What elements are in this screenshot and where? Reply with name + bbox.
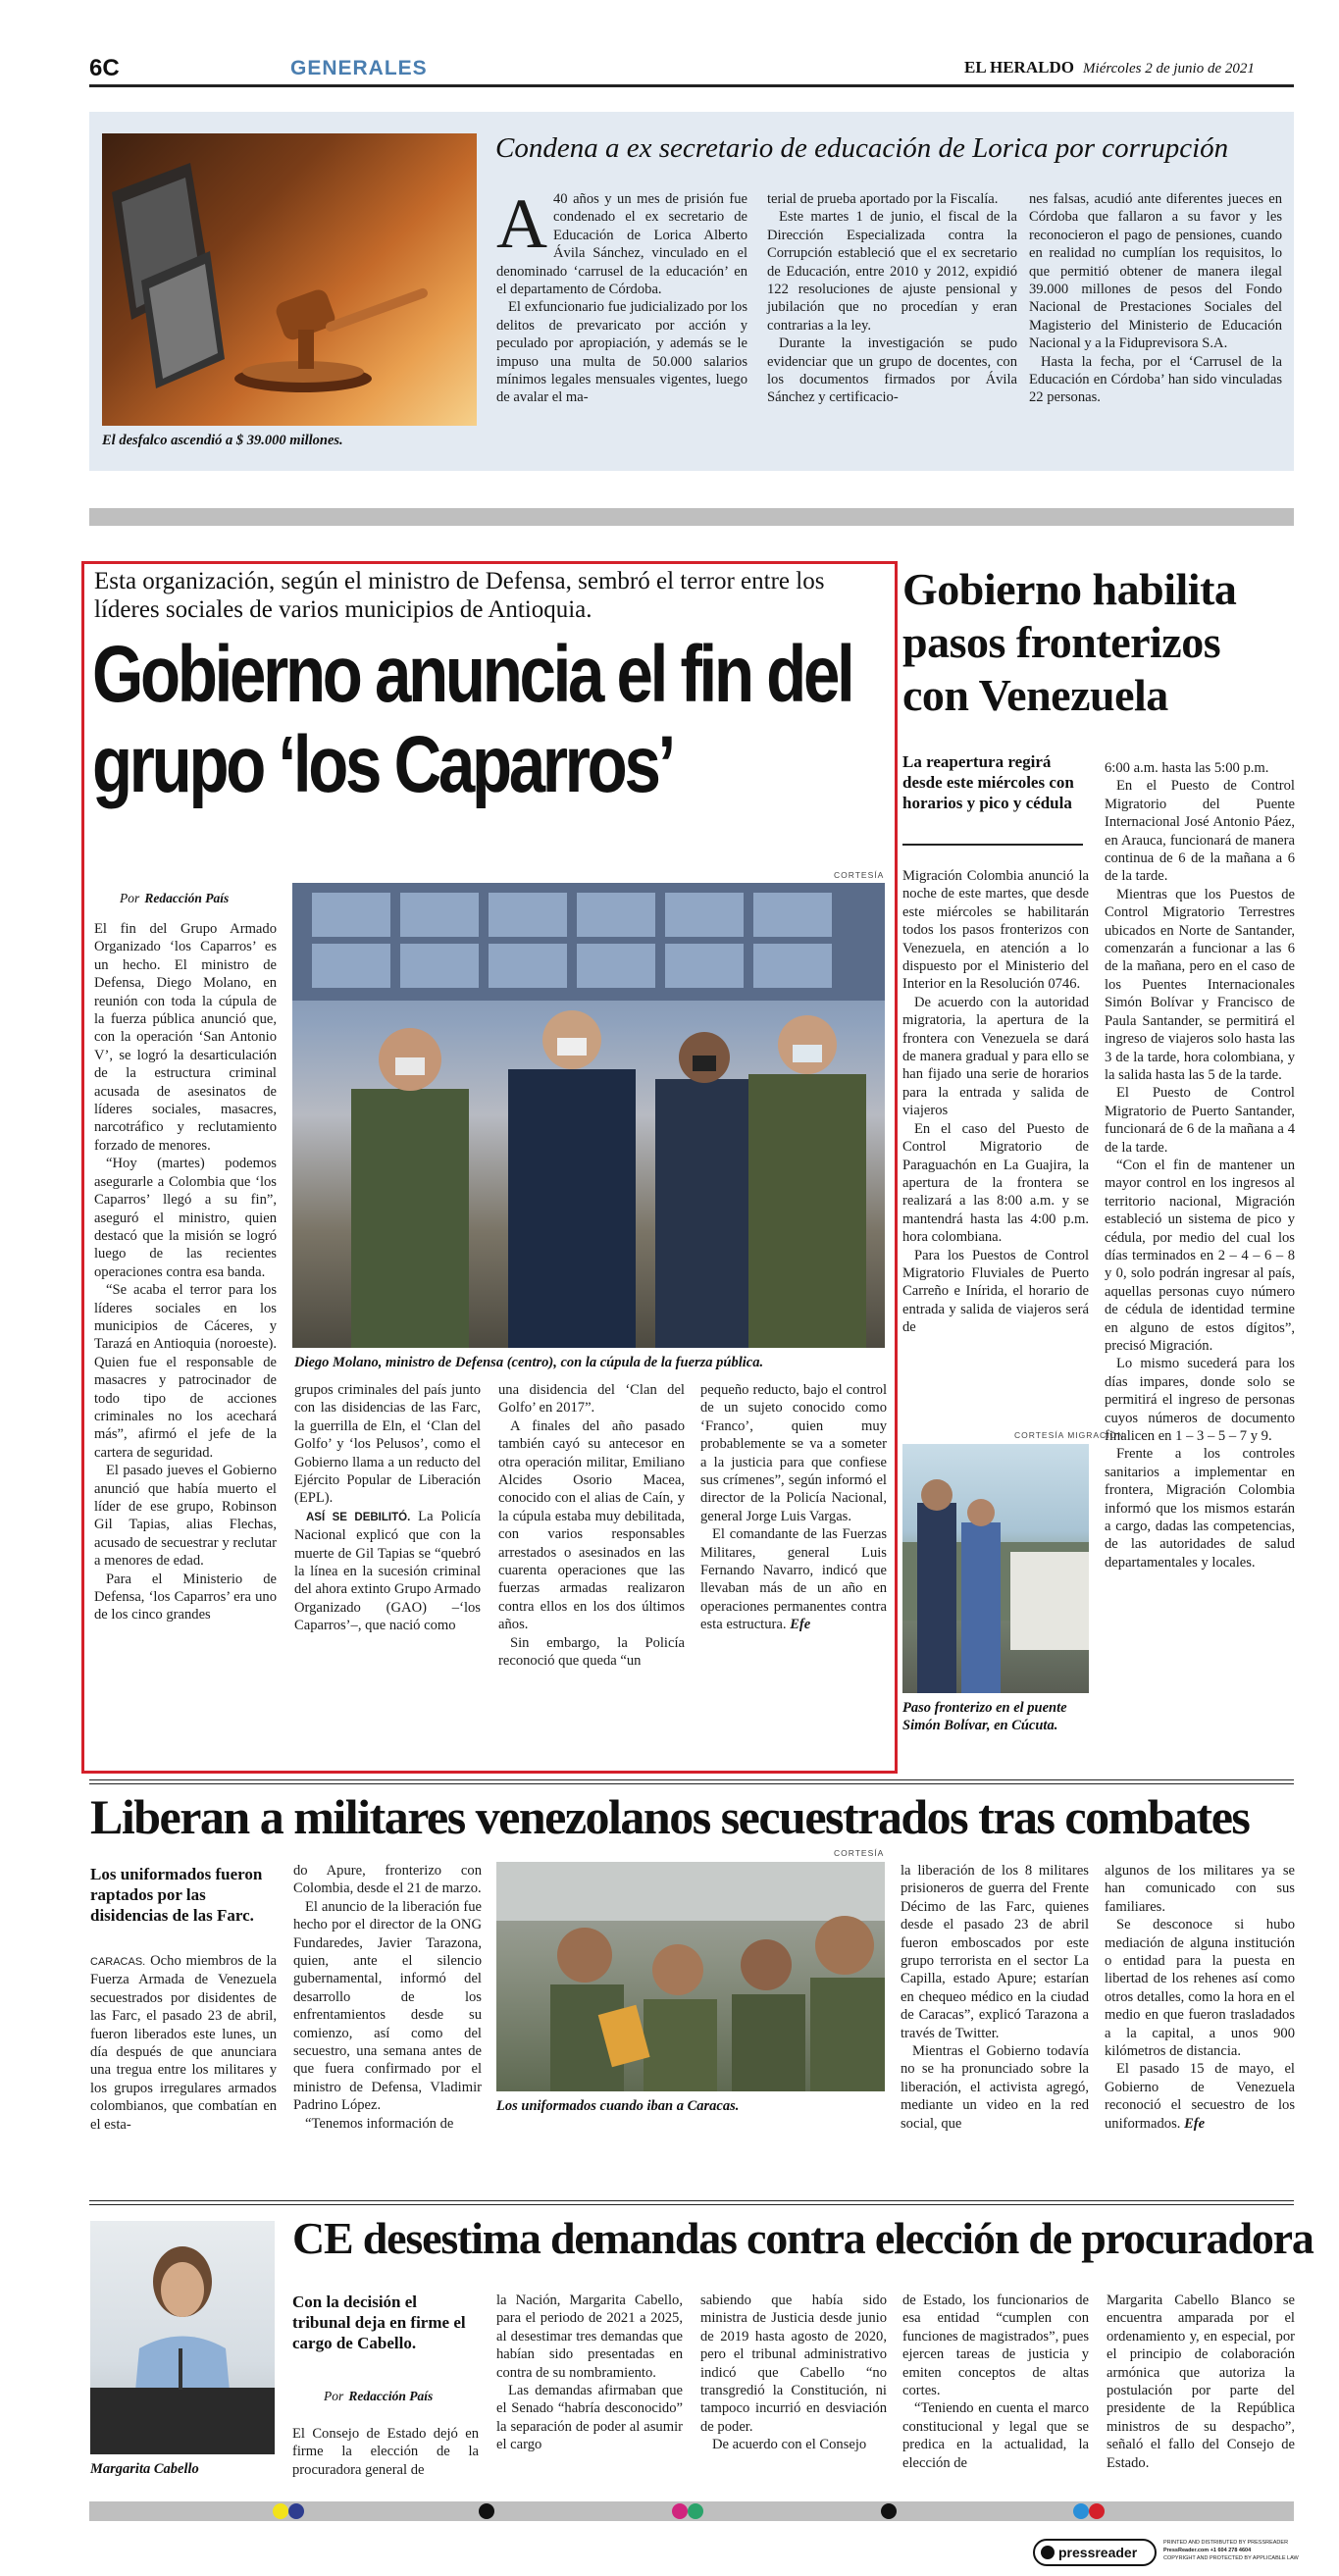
story3-b-p2: En el Puesto de Control Migratorio del Puente Internacional José Antonio Páez, en Arauca, funcionará de manera continua de 6 de la mañana a 6 de la tarde. [1105,778,1295,885]
story2-left-p3: “Se acaba el terror para los líderes sociales en los municipios de Cáceres, y Tarazá en Antioquia (noroeste). Quien fue el responsable de masacres y patrocinador de todo tipo de acciones criminales no los acechará más”, afirmó el jefe de la cartera de seguridad. [94,1282,277,1461]
minister-photo [292,883,885,1348]
story1-title: Condena a ex secretario de educación de Lorica por corrupción [495,132,1229,164]
divider-1b [89,1783,1294,1784]
story4-col3-p1: la liberación de los 8 militares prisioneros de guerra del Frente Décimo de las Farc, quienes desde el pasado 23 de abril fueron emboscados por este grupo terrorista en el sector La Capilla, estado Apure; estarían en chequeo médico en la ciudad de Caracas”, explicó Tarazona a través de Twitter. [901,1863,1089,2041]
issue-date: Miércoles 2 de junio de 2021 [1083,61,1255,77]
reg-mark-blue [288,2503,304,2519]
gavel-photo [102,133,477,426]
story2-left-p2: “Hoy (martes) podemos asegurarle a Colombia que ‘los Caparros’ llegó a su fin”, aseguró el ministro, quien destacó que la misión se logró luego de las recientes operaciones contra esa banda. [94,1156,277,1280]
story3-b-p7: Frente a los controles sanitarios a implementar en frontera, Migración Colombia informó que los mismos estarán a cargo, dadas las competencias, de las autoridades de salud departamentales y locales. [1105,1446,1295,1571]
byline-by: Por [120,891,140,905]
story4-title: Liberan a militares venezolanos secuestrados tras combates [90,1789,1250,1844]
story2-title: Gobierno anuncia el fin del grupo ‘los Caparros’ [92,630,852,809]
story2-left-p4: El pasado jueves el Gobierno anunció que había muerto el líder de ese grupo, Robinson Gil Tapias, alias Flechas, acusado de secuestrar y reclutar a menores de edad. [94,1463,277,1570]
story2-caption: Diego Molano, ministro de Defensa (centro), con la cúpula de la fuerza pública. [294,1355,764,1370]
story2-col2-p1: grupos criminales del país junto con las disidencias de las Farc, la guerrilla de Eln, el ‘Clan del Golfo’ y ‘los Pelusos’, como el Gobierno llama a un reducto del Ejército Popular de Liberación (EPL). [294,1382,481,1507]
story4-col3 [901,1862,1089,2133]
pressreader-logo[interactable] [1033,2539,1157,2566]
story5-title: CE desestima demandas contra elección de procuradora [292,2213,1313,2263]
reg-mark-black-1 [479,2503,494,2519]
story4-col4-p3: El pasado 15 de mayo, el Gobierno de Venezuela reconoció el secuestro de los uniformados. [1105,2061,1295,2132]
story2-col3-p1: una disidencia del ‘Clan del Golfo’ en 2017”. [498,1382,685,1417]
pressreader-notice [1163,2539,1301,2562]
copyright-notice: COPYRIGHT AND PROTECTED BY APPLICABLE LAW [1163,2555,1299,2561]
section-name: GENERALES [290,57,428,79]
page-number: 6C [89,55,120,81]
reg-mark-yellow [273,2503,288,2519]
story5-col1-p1: El Consejo de Estado dejó en firme la elección de la procuradora general de [292,2426,479,2478]
story3-caption: Paso fronterizo en el puente Simón Bolívar, en Cúcuta. [902,1700,1067,1733]
story3-a-p3: En el caso del Puesto de Control Migratorio de Paraguachón en La Guajira, la apertura de la frontera se realizará a las 8:00 a.m. y se mantendrá hasta las 4:00 p.m. hora colombiana. [902,1120,1089,1246]
story5-col4-p1: de Estado, los funcionarios de esa entidad “cumplen con funciones de magistrados”, pues ejercen tareas de justicia y emiten conceptos de altas cortes. [902,2293,1089,2399]
story2-col2-p2: La Policía Nacional explicó que con la muerte de Gil Tapias se “quebró la línea en la sucesión criminal del ahora extinto Grupo Armado Organizado (GAO) –‘los Caparros’–, que nació como [294,1508,481,1634]
story1-col1 [496,184,747,407]
story5-deck: Con la decisión el tribunal deja en firme el cargo de Cabello. [292,2293,466,2352]
story4-signature: Efe [1184,2115,1206,2132]
reg-mark-black-2 [881,2503,897,2519]
story3-b-p1: 6:00 a.m. hasta las 5:00 p.m. [1105,760,1269,776]
story4-col2 [293,1862,482,2133]
story3-deck-rule [902,844,1083,846]
pressreader-url[interactable]: PressReader.com +1 604 278 4604 [1163,2548,1252,2553]
story1-col1-p1: 40 años y un mes de prisión fue condenado el ex secretario de Educación de Lorica Alberto Ávila Sánchez, vinculado en el denominado ‘carrusel de la educación’ en el departamento de Córdoba. [496,191,747,298]
story4-deck: Los uniformados fueron raptados por las disidencias de las Farc. [90,1865,263,1925]
story5-col2-p2: Las demandas afirmaban que el Senado “habría desconocido” la separación de poder al asumir el cargo [496,2383,683,2453]
story1-caption: El desfalco ascendió a $ 39.000 millones. [102,433,343,448]
border-photo [902,1444,1089,1693]
story5-byline [324,2386,433,2404]
story3-b-p3: Mientras que los Puestos de Control Migratorio Terrestres ubicados en Norte de Santander, comenzarán a funcionar a las 6 de la mañana, pero en el caso de los Puentes Internacionales Simón Bolívar y Francisco de Paula Santander, se permitirá el ingreso de viajeros solo hasta las 3 de la tarde, hora colombiana, y la salida hasta las 5 de la tarde. [1105,886,1295,1083]
story5-col4-p2: “Teniendo en cuenta el marco constitucional y legal que se predica en la actualidad, la elección de [902,2400,1089,2471]
story1-col3-p2: Hasta la fecha, por el ‘Carrusel de la Educación en Córdoba’ han sido vinculadas 22 personas. [1029,353,1282,406]
soldiers-photo [496,1862,885,2091]
story3-title: Gobierno habilita pasos fronterizos con Venezuela [902,564,1237,720]
story5-col1 [292,2425,479,2479]
reg-mark-green [688,2503,703,2519]
story4-col2-p1: do Apure, fronterizo con Colombia, desde el 21 de marzo. [293,1863,482,1897]
story2-col2 [294,1381,481,1635]
story4-col2-p3: “Tenemos información de [305,2115,454,2132]
story4-col1 [90,1952,277,2134]
story5-col3-p1: sabiendo que había sido ministra de Justicia desde junio de 2019 hasta agosto de 2020, pero el tribunal administrativo indicó que Cabello “no transgredió la Constitución, ni tampoco incurrió en desviación de poder. [700,2293,887,2435]
story2-col3-p2: A finales del año pasado también cayó su antecesor en otra operación militar, Emiliano Alcides Osorio Macea, conocido con el alias de Caín, y la cúpula estaba muy debilitada, con varios responsables arrestados o asesinados en las cuarenta operaciones que las fuerzas armadas realizaron contra ellos en los dos últimos años. [498,1417,685,1633]
story4-col1-p1: Ocho miembros de la Fuerza Armada de Venezuela secuestrados por disidentes de las Farc, el pasado 23 de abril, fueron liberados este lunes, un día después de que anunciara una tregua entre los militares y los grupos irregulares armados colombianos, que combatían en el esta- [90,1953,277,2133]
story5-col3 [700,2292,887,2454]
story2-col4-p1: pequeño reducto, bajo el control de un sujeto conocido como ‘Franco’, quien muy probablemente se va a someter a la justicia para que confiese sus crímenes”, según informó el director de la Policía Nacional, general Jorge Luis Vargas. [700,1382,887,1524]
story3-b-p5: “Con el fin de mantener un mayor control en los ingresos al territorio nacional, Migración estableció un sistema de pico y cédula, por medio del cual los días terminados en 2 – 4 – 6 – 8 y 0, solo podrán ingresar al país, aquellas personas cuyo número de cédula de identidad termine en alguno de estos dígitos”, precisó Migración. [1105,1157,1295,1354]
story5-col2 [496,2292,683,2454]
pressreader-wordmark: pressreader [1058,2545,1138,2560]
masthead [964,58,1255,77]
grey-separator [89,508,1294,526]
story1-col2-p2: Este martes 1 de junio, el fiscal de la Dirección Especializada contra la Corrupción estableció que el ex secretario de Educación, entre 2010 y 2012, expidió 122 resoluciones de ajuste pensional y jubilación que no procedían y eran contrarias a la ley. [767,209,1017,334]
story1-col2 [767,190,1017,407]
story3-col-a [902,867,1089,1337]
divider-2b [89,2204,1294,2205]
story1-col3 [1029,190,1282,407]
printed-by: PRINTED AND DISTRIBUTED BY PRESSREADER [1163,2540,1289,2546]
story4-photo-credit: CORTESÍA [834,1848,885,1858]
story1-col2-p1: terial de prueba aportado por la Fiscalía. [767,191,999,207]
story5-col5 [1107,2292,1295,2472]
story3-b-p6: Lo mismo sucederá para los días impares, donde solo se permitirá el ingreso de personas cuyos números de documento finalicen en 1 – 3 – 5 – 7 y 9. [1105,1356,1295,1445]
story2-left-p1: El fin del Grupo Armado Organizado ‘los Caparros’ es un hecho. El ministro de Defensa, Diego Molano, en reunión con toda la cúpula de la fuerza pública anunció que, con la operación ‘San Antonio V’, se logró la desarticulación de la estructura criminal acusada de asesinatos de líderes sociales, masacres, narcotráfico y reclutamiento forzado de menores. [94,921,277,1154]
story2-col3 [498,1381,685,1671]
drop-cap: A [496,184,547,263]
paper-name: EL HERALDO [964,58,1074,77]
story2-byline [120,888,229,906]
cabello-photo [90,2221,275,2454]
reg-mark-magenta [672,2503,688,2519]
reg-mark-red [1089,2503,1105,2519]
story4-col2-p2: El anuncio de la liberación fue hecho por el director de la ONG Fundaredes, Javier Tarazona, quien, ante el silencio gubernamental, informó del desarrollo de los enfrentamientos desde su comienzo, así como del secuestro, una semana antes de que fuera confirmado por el ministro de Defensa, Vladimir Padrino López. [293,1898,482,2114]
story2-left-p5: Para el Ministerio de Defensa, ‘los Caparros’ era uno de los cinco grandes [94,1571,277,1623]
story1-col1-p2: El exfuncionario fue judicializado por los delitos de prevaricato por acción y peculado por apropiación, y además se le impuso una multa de 50.000 salarios mínimos legales mensuales vigentes, luego de avalar el ma- [496,299,747,406]
story5-byline-by: Por [324,2389,344,2403]
story2-subhead: ASÍ SE DEBILITÓ. [306,1511,411,1523]
story5-caption: Margarita Cabello [90,2461,199,2477]
story5-col5-p1: Margarita Cabello Blanco se encuentra amparada por el ordenamiento y, en especial, por el principio de colaboración armónica que autoriza la postulación por parte del presidente de la República ministros de su despacho”, señaló el fallo del Consejo de Estado. [1107,2293,1295,2471]
story4-caption: Los uniformados cuando iban a Caracas. [496,2098,740,2114]
story3-a-p4: Para los Puestos de Control Migratorio Fluviales de Puerto Carreño e Inírida, el horario de entrada y salida de viajeros será de [902,1247,1089,1336]
story4-col4-p2: Se desconoce si hubo mediación de alguna institución o entidad para la puesta en libertad de los rehenes así como otros detalles, como la hora en el medio en que fueron trasladados a la capital, a unos 900 kilómetros de distancia. [1105,1917,1295,2060]
story2-col4 [700,1381,887,1634]
divider-2 [89,2200,1294,2201]
story2-col3-p3: Sin embargo, la Policía reconoció que queda “un [498,1634,685,1670]
story4-col3-p2: Mientras el Gobierno todavía no se ha pronunciado sobre la liberación, el activista agregó, mediante un video en la red social, que [901,2043,1089,2132]
byline-author: Redacción País [144,891,230,905]
story5-col4 [902,2292,1089,2472]
story4-col4-p1: algunos de los militares ya se han comunicado con sus familiares. [1105,1863,1295,1915]
story3-a-p1: Migración Colombia anunció la noche de este martes, que desde este miércoles se habilitarán todos los pasos fronterizos con Venezuela, en atención a lo dispuesto por el Ministerio del Interior en la Resolución 0746. [902,868,1089,993]
story2-photo-credit: CORTESÍA [834,870,885,880]
story3-col-b [1105,759,1295,1571]
story2-left-col [94,920,277,1624]
story3-a-p2: De acuerdo con la autoridad migratoria, la apertura de la frontera con Venezuela se dará de manera gradual y para ello se han fijado una serie de horarios para la entrada y salida de viajeros [902,994,1089,1119]
story3-b-p4: El Puesto de Control Migratorio de Puerto Santander, funcionará de 6 de la mañana a 4 de la tarde. [1105,1085,1295,1156]
header-rule [89,84,1294,87]
divider-1 [89,1779,1294,1780]
story4-col4 [1105,1862,1295,2133]
story2-signature: Efe [790,1617,811,1633]
story3-deck: La reapertura regirá desde este miércoles con horarios y pico y cédula [902,752,1074,812]
story2-kicker: Esta organización, según el ministro de Defensa, sembró el terror entre los líderes sociales de varios municipios de Antioquia. [94,568,825,623]
story5-col3-p2: De acuerdo con el Consejo [712,2437,867,2453]
story5-byline-author: Redacción País [348,2389,434,2403]
reg-mark-cyan [1073,2503,1089,2519]
story3-photo-credit: CORTESÍA MIGRACIÓN [1014,1430,1125,1440]
story2-col4-p2: El comandante de las Fuerzas Militares, general Luis Fernando Navarro, indicó que llevaban más de un año en operaciones permanentes contra esta estructura. [700,1526,887,1633]
story5-col2-p1: la Nación, Margarita Cabello, para el periodo de 2021 a 2025, al desestimar tres demandas que habían sido presentadas en contra de su nombramiento. [496,2293,683,2381]
pressreader-icon [1041,2546,1055,2559]
story4-dateline: CARACAS. [90,1956,146,1968]
story1-col3-p1: nes falsas, acudió ante diferentes jueces en Córdoba que fallaron a su favor y les reconocieron el pago de pensiones, cuando en realidad no cumplían los requisitos, lo que permitió obtener de manera ilegal 39.000 millones de pesos del Fondo Nacional de Prestaciones Sociales del Magisterio del Ministerio de Educación Nacional y a la Fiduprevisora S.A. [1029,191,1282,352]
story1-col2-p3: Durante la investigación se pudo evidenciar que un grupo de docentes, con los documentos firmados por Ávila Sánchez y certificacio- [767,335,1017,406]
